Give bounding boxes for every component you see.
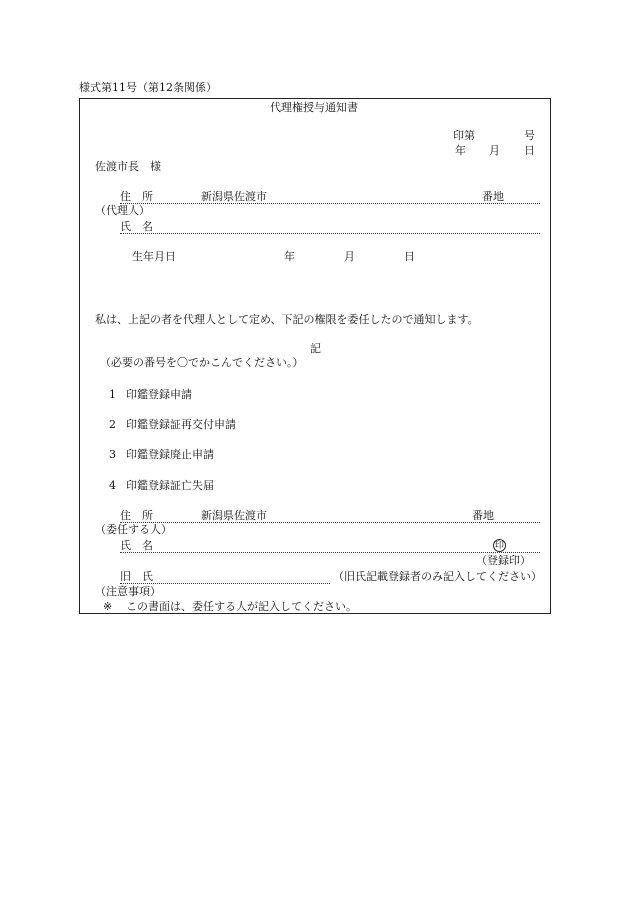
circle-instruction: （必要の番号を〇でかこんでください。） <box>100 356 304 369</box>
document-title: 代理権授与通知書 <box>270 101 358 114</box>
item-number: 4 <box>109 479 116 492</box>
agent-role: （代理人） <box>95 204 150 217</box>
addressee: 佐渡市長 様 <box>95 160 161 173</box>
delegator-name-label: 氏 名 <box>120 539 153 552</box>
old-name-line[interactable] <box>120 583 330 584</box>
notes-label: （注意事項） <box>95 585 161 598</box>
form-id: 様式第11号（第12条関係） <box>79 81 217 94</box>
number-suffix: 号 <box>524 129 535 142</box>
agent-name-line[interactable] <box>120 233 540 234</box>
delegator-banchi-label: 番地 <box>472 509 494 522</box>
delegator-name-line[interactable] <box>120 552 540 553</box>
delegation-statement: 私は、上記の者を代理人として定め、下記の権限を委任したので通知します。 <box>95 313 479 326</box>
agent-birth-day: 日 <box>404 250 415 263</box>
item-number: 1 <box>109 388 116 401</box>
date-year-label: 年 <box>455 144 466 157</box>
agent-name-label: 氏 名 <box>120 220 153 233</box>
seal-caption: （登録印） <box>476 554 531 567</box>
item-text: 印鑑登録廃止申請 <box>126 448 214 461</box>
item-text: 印鑑登録証亡失届 <box>126 479 214 492</box>
form-frame <box>79 98 551 614</box>
stamp-number-label: 印第 <box>453 129 475 142</box>
agent-birth-month: 月 <box>344 250 355 263</box>
date-day-label: 日 <box>524 144 535 157</box>
old-name-label: 旧 氏 <box>120 570 153 583</box>
delegator-address-label: 住 所 <box>120 509 153 522</box>
delegator-role: （委任する人） <box>95 523 172 536</box>
delegator-address-value[interactable]: 新潟県佐渡市 <box>201 509 267 522</box>
item-number: 2 <box>109 418 116 431</box>
delegator-address-line[interactable] <box>120 522 540 523</box>
note-text: この書面は、委任する人が記入してください。 <box>126 600 357 613</box>
agent-banchi-label: 番地 <box>482 190 504 203</box>
date-month-label: 月 <box>489 144 500 157</box>
agent-address-line[interactable] <box>120 203 540 204</box>
item-text: 印鑑登録申請 <box>126 388 192 401</box>
agent-birth-label: 生年月日 <box>132 250 176 263</box>
old-name-note: （旧氏記載登録者のみ記入してください） <box>333 570 542 583</box>
item-number: 3 <box>109 448 116 461</box>
agent-address-value[interactable]: 新潟県佐渡市 <box>201 190 267 203</box>
ki-heading: 記 <box>310 342 321 355</box>
item-text: 印鑑登録証再交付申請 <box>126 418 236 431</box>
agent-address-label: 住 所 <box>120 190 153 203</box>
seal-icon: 印 <box>494 541 504 551</box>
agent-birth-year: 年 <box>284 250 295 263</box>
note-mark: ※ <box>103 600 113 613</box>
